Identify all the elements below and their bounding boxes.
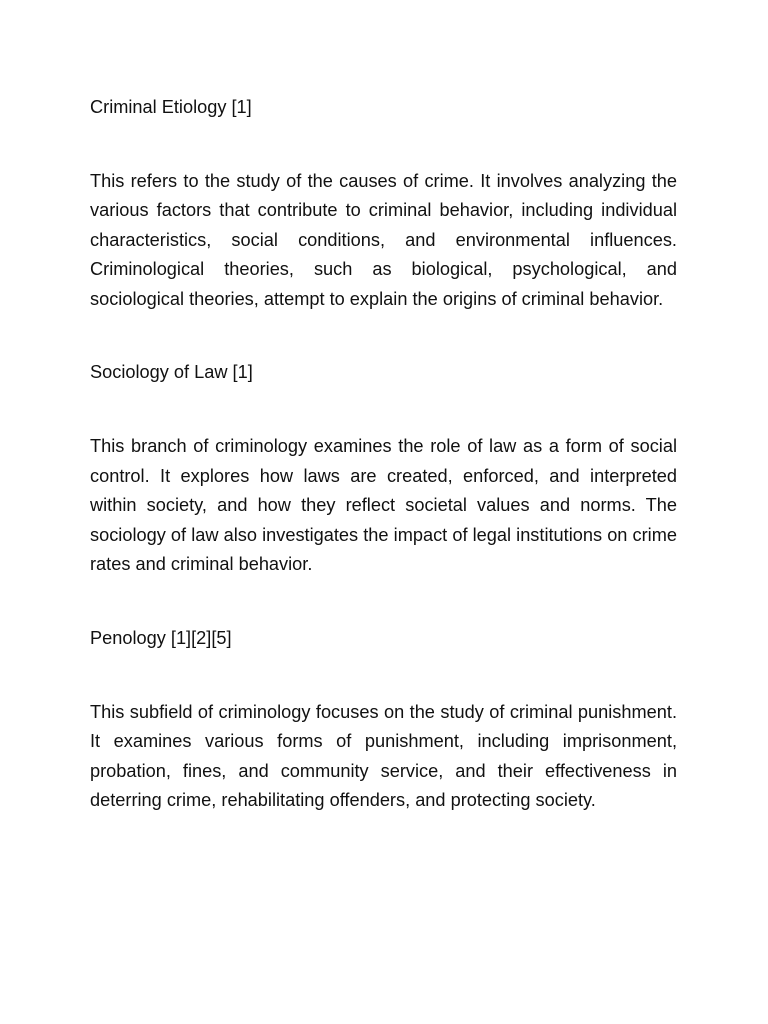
section-heading-sociology-of-law: Sociology of Law [1] (90, 362, 253, 383)
section-body-criminal-etiology: This refers to the study of the causes of crime. It involves analyzing the various factors that contribute to criminal behavior, including individual characteristics, social conditions, and environmental influences. Criminological theories, such as biological, psychological, and sociological theories, attempt to explain the origins of criminal behavior. (90, 170, 677, 309)
section-body-sociology-of-law: This branch of criminology examines the role of law as a form of social control. It explores how laws are created, enforced, and interpreted within society, and how they reflect societal values and norms. The sociology of law also investigates the impact of legal institutions on crime rates and criminal behavior. (90, 436, 677, 574)
section-heading-penology: Penology [1][2][5] (90, 627, 232, 648)
section-heading-criminal-etiology: Criminal Etiology [1] (90, 97, 252, 117)
document-body (90, 93, 677, 860)
section-body-penology: This subfield of criminology focuses on the study of criminal punishment. It examines various forms of punishment, including imprisonment, probation, fines, and community service, and their effectiveness in deterring crime, rehabilitating offenders, and protecting society. (90, 701, 677, 810)
